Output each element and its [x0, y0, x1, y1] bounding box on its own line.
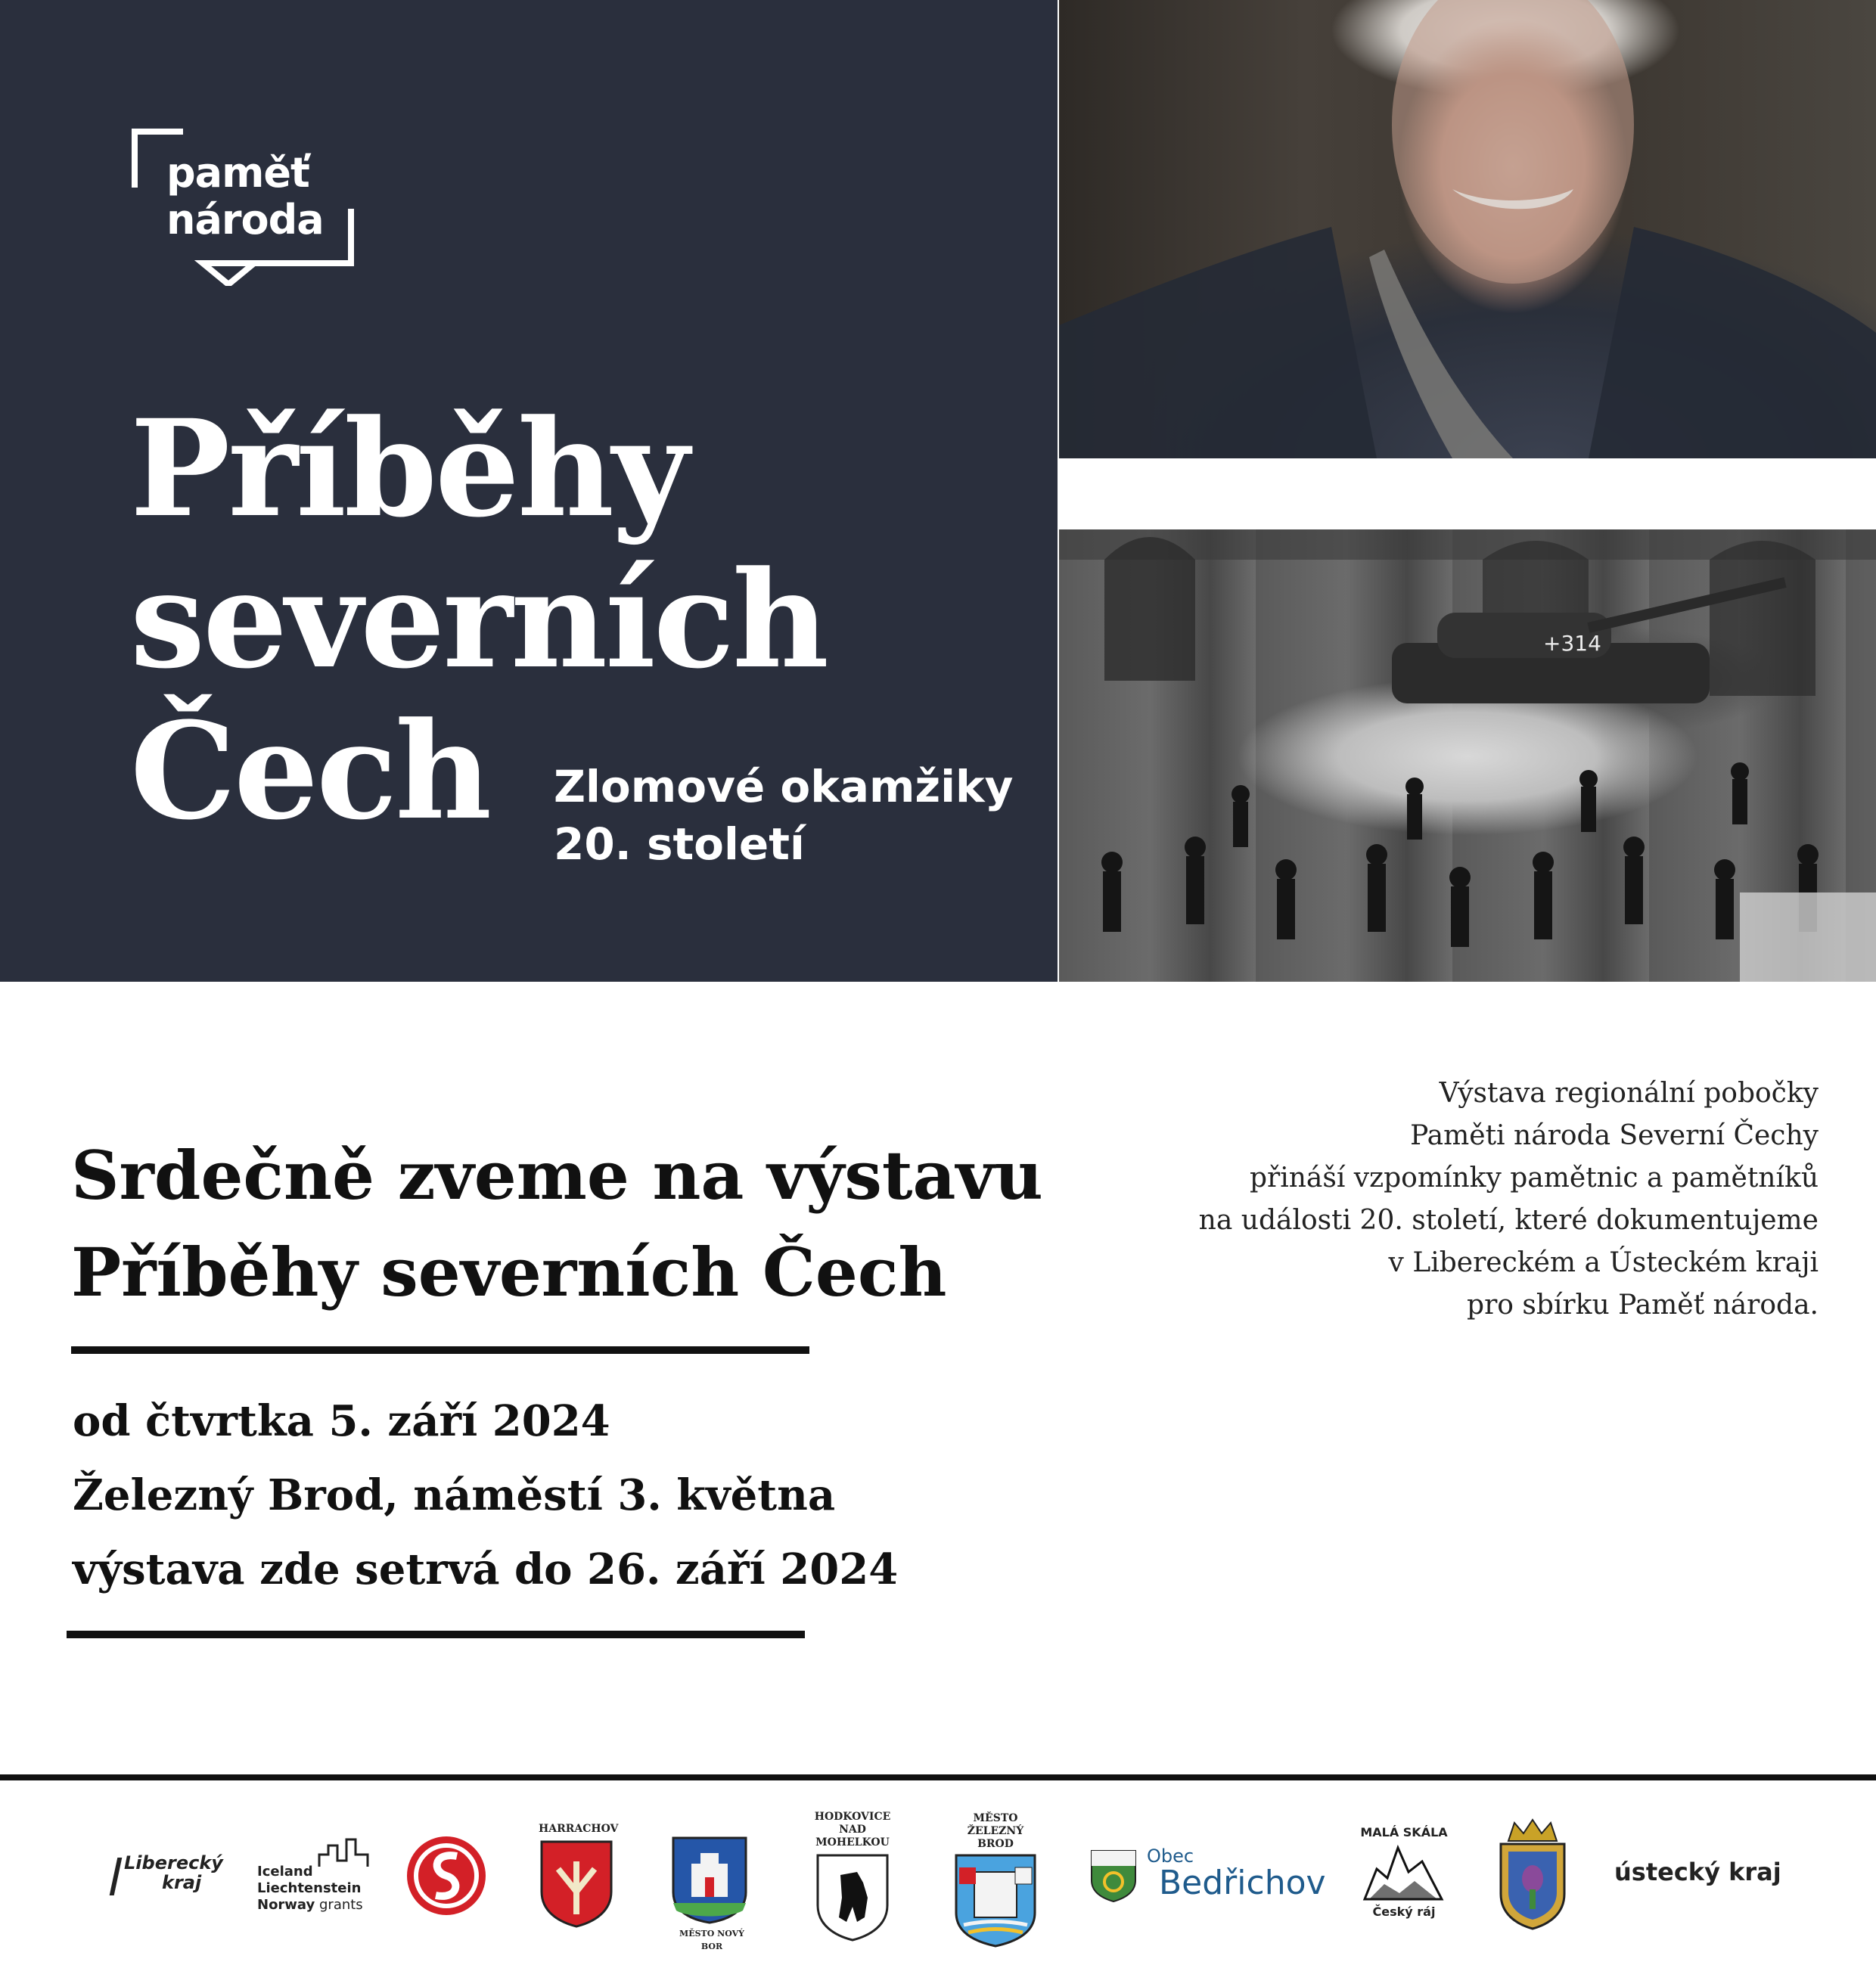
hodkovice-line-2: NAD MOHELKOU: [815, 1824, 890, 1849]
bedrichov-line-1: Obec: [1147, 1845, 1194, 1867]
liberecky-line-2: kraj: [162, 1872, 202, 1893]
sokol-logo: [404, 1833, 489, 1918]
bedrichov-shield-icon: [1089, 1849, 1138, 1903]
event-details: [73, 1384, 898, 1606]
invitation-line-2: Příběhy severních Čech: [71, 1233, 947, 1312]
municipal-crest-logo: [1495, 1818, 1570, 1935]
hodkovice-logo: [803, 1811, 902, 1945]
event-place: Železný Brod, náměstí 3. května: [73, 1470, 836, 1520]
liberecky-mark-icon: [110, 1858, 123, 1895]
ustecky-kraj-logo: [1614, 1858, 1781, 1886]
grants-line-1: Iceland: [257, 1864, 313, 1880]
title-line-1: Příběhy: [130, 390, 688, 547]
event-until: výstava zde setrvá do 26. září 2024: [73, 1544, 899, 1594]
divider-top: [71, 1346, 809, 1354]
bedrichov-line-2: Bedřichov: [1159, 1864, 1326, 1902]
description-line: Výstava regionální pobočky: [1439, 1078, 1819, 1109]
grants-line-3a: Norway: [257, 1897, 315, 1913]
logo-line-1: paměť: [166, 149, 309, 197]
mala-skala-castle-icon: [1362, 1839, 1445, 1902]
portrait-illustration: [1059, 0, 1876, 458]
description-line: v Libereckém a Ústeckém kraji: [1388, 1247, 1819, 1278]
exhibition-description: [1138, 1073, 1819, 1327]
partner-logos: [0, 1808, 1876, 1951]
zelezny-brod-logo: [950, 1812, 1041, 1951]
mala-skala-line-1: MALÁ SKÁLA: [1360, 1825, 1448, 1839]
invitation-line-1: Srdečně zveme na výstavu: [71, 1136, 1043, 1215]
title-line-2: severních: [130, 542, 827, 698]
pamet-naroda-logo: [130, 127, 357, 286]
portrait-photo: [1059, 0, 1876, 458]
divider-bottom: [67, 1631, 805, 1638]
harrachov-caption: HARRACHOV: [539, 1823, 619, 1835]
hodkovice-line-1: HODKOVICE: [814, 1811, 891, 1823]
historical-tank-photo: [1059, 529, 1876, 982]
event-date: od čtvrtka 5. září 2024: [73, 1396, 610, 1446]
zelezny-brod-shield-icon: [953, 1852, 1038, 1948]
invitation-heading: [71, 1127, 1043, 1321]
novy-bor-logo: [670, 1835, 753, 1953]
description-line: přináší vzpomínky pamětnic a pamětníků: [1249, 1163, 1819, 1194]
title-line-3: Čech: [130, 693, 490, 849]
zelezny-line-1: MĚSTO: [973, 1812, 1018, 1824]
harrachov-logo: [539, 1823, 617, 1931]
description-line: Paměti národa Severní Čechy: [1410, 1120, 1819, 1151]
harrachov-shield-icon: [539, 1839, 614, 1928]
hero-panel: [0, 0, 1058, 982]
description-line: na události 20. století, které dokumentujeme: [1198, 1205, 1819, 1236]
grants-line-2: Liechtenstein: [257, 1880, 362, 1896]
subtitle: [554, 758, 1013, 873]
mala-skala-line-2: Český ráj: [1372, 1904, 1436, 1919]
tank-illustration: [1059, 529, 1876, 982]
logo-line-2: národa: [166, 196, 324, 244]
grants-line-3b: grants: [315, 1897, 363, 1913]
novy-bor-shield-icon: [670, 1835, 749, 1924]
zelezny-line-2: ŽELEZNÝ BROD: [967, 1825, 1024, 1850]
novy-bor-caption: MĚSTO NOVÝ BOR: [679, 1929, 744, 1951]
svg-text:+314: +314: [1543, 631, 1601, 656]
mala-skala-logo: [1359, 1826, 1449, 1918]
description-line: pro sbírku Paměť národa.: [1467, 1290, 1819, 1321]
hodkovice-bear-shield-icon: [815, 1852, 890, 1942]
footer-divider: [0, 1774, 1876, 1780]
sokol-emblem-icon: [404, 1833, 489, 1918]
liberecky-line-1: Liberecký: [124, 1852, 223, 1873]
subtitle-line-2: 20. století: [554, 818, 805, 870]
subtitle-line-1: Zlomové okamžiky: [554, 761, 1014, 812]
ustecky-label: ústecký kraj: [1614, 1858, 1781, 1886]
crowned-crest-icon: [1495, 1818, 1570, 1932]
